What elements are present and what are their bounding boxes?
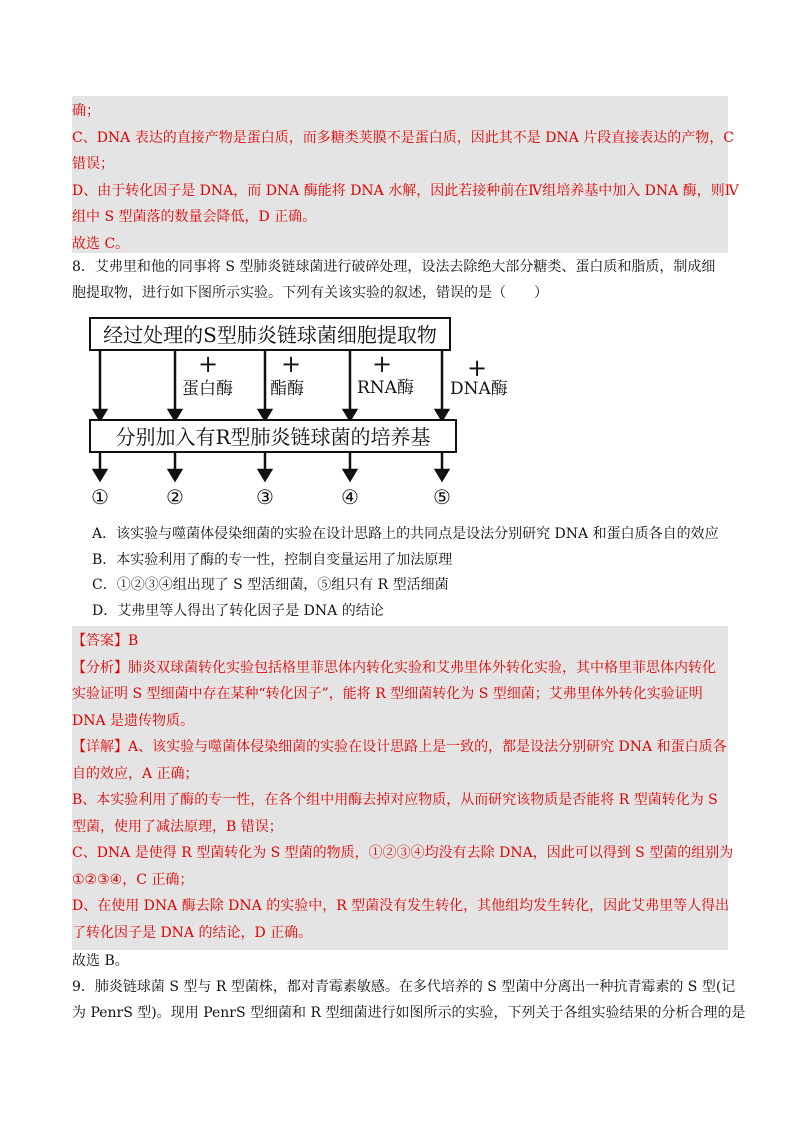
group-label: ⑤ bbox=[433, 485, 451, 509]
analysis-line: DNA 是遗传物质。 bbox=[72, 712, 195, 729]
detail-line: D、在使用 DNA 酶去除 DNA 的实验中，R 型菌没有发生转化，其他组均发生转化，因此艾弗里等人得出 bbox=[72, 898, 730, 914]
bottom-box-label: 分别加入有R型肺炎链球菌的培养基 bbox=[115, 425, 431, 449]
plus-sign: + bbox=[371, 350, 393, 378]
question-8-answer-block bbox=[72, 626, 734, 950]
text-line: 9．肺炎链球菌 S 型与 R 型菌株，都对青霉素敏感。在多代培养的 S 型菌中分离出一种抗青霉素的 S 型(记 bbox=[72, 979, 736, 995]
experiment-diagram bbox=[80, 314, 510, 514]
group-label: ② bbox=[166, 485, 184, 509]
plus-sign: + bbox=[280, 350, 302, 378]
answer-line: 【答案】B bbox=[72, 633, 139, 649]
prev-answer-block bbox=[72, 96, 739, 253]
text-line: D、由于转化因子是 DNA，而 DNA 酶能将 DNA 水解，因此若接种前在Ⅳ组培养基中加入 DNA 酶，则Ⅳ bbox=[72, 182, 739, 199]
enzyme-label: RNA酶 bbox=[357, 378, 414, 398]
text-line: 确； bbox=[72, 103, 100, 119]
question-8-options bbox=[72, 522, 728, 624]
conclusion-line: 故选 B。 bbox=[72, 953, 129, 969]
top-box-label: 经过处理的S型肺炎链球菌细胞提取物 bbox=[103, 323, 437, 347]
text-line: 为 PenrS 型)。现用 PenrS 型细菌和 R 型细菌进行如图所示的实验，下列关于各组实验结果的分析合理的是 bbox=[72, 1005, 746, 1021]
detail-line: 【详解】A、该实验与噬菌体侵染细菌的实验在设计思路上是一致的，都是设法分别研究 DNA 和蛋白质各 bbox=[72, 739, 727, 755]
group-label: ③ bbox=[256, 485, 274, 509]
option-d: D．艾弗里等人得出了转化因子是 DNA 的结论 bbox=[92, 602, 384, 619]
arrows-to-groups bbox=[94, 452, 448, 480]
text-line: 错误； bbox=[72, 156, 114, 172]
group-label: ① bbox=[91, 485, 109, 509]
detail-line: C、DNA 是使得 R 型菌转化为 S 型菌的物质，①②③④均没有去除 DNA，因此可以得到 S 型菌的组别为 bbox=[72, 845, 734, 861]
detail-line: 了转化因子是 DNA 的结论，D 正确。 bbox=[72, 924, 313, 941]
plus-sign: + bbox=[466, 354, 488, 382]
option-a: A．该实验与噬菌体侵染细菌的实验在设计思路上的共同点是设法分别研究 DNA 和蛋白质各自的效应 bbox=[92, 526, 719, 542]
text-line: 8．艾弗里和他的同事将 S 型肺炎链球菌进行破碎处理，设法去除绝大部分糖类、蛋白质和脂质，制成细 bbox=[72, 259, 716, 275]
plus-sign: + bbox=[197, 350, 219, 378]
detail-line: 型菌，使用了减法原理，B 错误； bbox=[72, 818, 283, 835]
detail-line: B、本实验利用了酶的专一性，在各个组中用酶去掉对应物质，从而研究该物质是否能将 R 型菌转化为 S bbox=[72, 792, 718, 808]
text-line: 组中 S 型菌落的数量会降低，D 正确。 bbox=[72, 209, 317, 225]
analysis-line: 【分析】肺炎双球菌转化实验包括格里菲思体内转化实验和艾弗里体外转化实验，其中格里菲思体内转化 bbox=[72, 659, 716, 676]
detail-line: ①②③④，C 正确； bbox=[72, 871, 194, 888]
option-c: C．①②③④组出现了 S 型活细菌，⑤组只有 R 型活细菌 bbox=[92, 577, 449, 593]
question-8-stem bbox=[72, 254, 728, 306]
group-label: ④ bbox=[341, 485, 359, 509]
detail-line: 自的效应，A 正确； bbox=[72, 765, 199, 782]
question-8-conclusion bbox=[72, 948, 728, 974]
analysis-line: 实验证明 S 型细菌中存在某种“转化因子”，能将 R 型细菌转化为 S 型细菌；艾弗里体外转化实验证明 bbox=[72, 686, 703, 702]
enzyme-label: 酯酶 bbox=[270, 379, 304, 399]
option-b: B．本实验利用了酶的专一性，控制自变量运用了加法原理 bbox=[92, 551, 453, 568]
question-9-stem bbox=[72, 974, 746, 1026]
text-line: 胞提取物，进行如下图所示实验。下列有关该实验的叙述，错误的是（ ） bbox=[72, 285, 548, 301]
text-line: C、DNA 表达的直接产物是蛋白质，而多糖类荚膜不是蛋白质，因此其不是 DNA 片段直接表达的产物，C bbox=[72, 129, 734, 146]
enzyme-label: DNA酶 bbox=[450, 379, 508, 399]
text-line: 故选 C。 bbox=[72, 235, 130, 252]
enzyme-label: 蛋白酶 bbox=[182, 379, 233, 399]
